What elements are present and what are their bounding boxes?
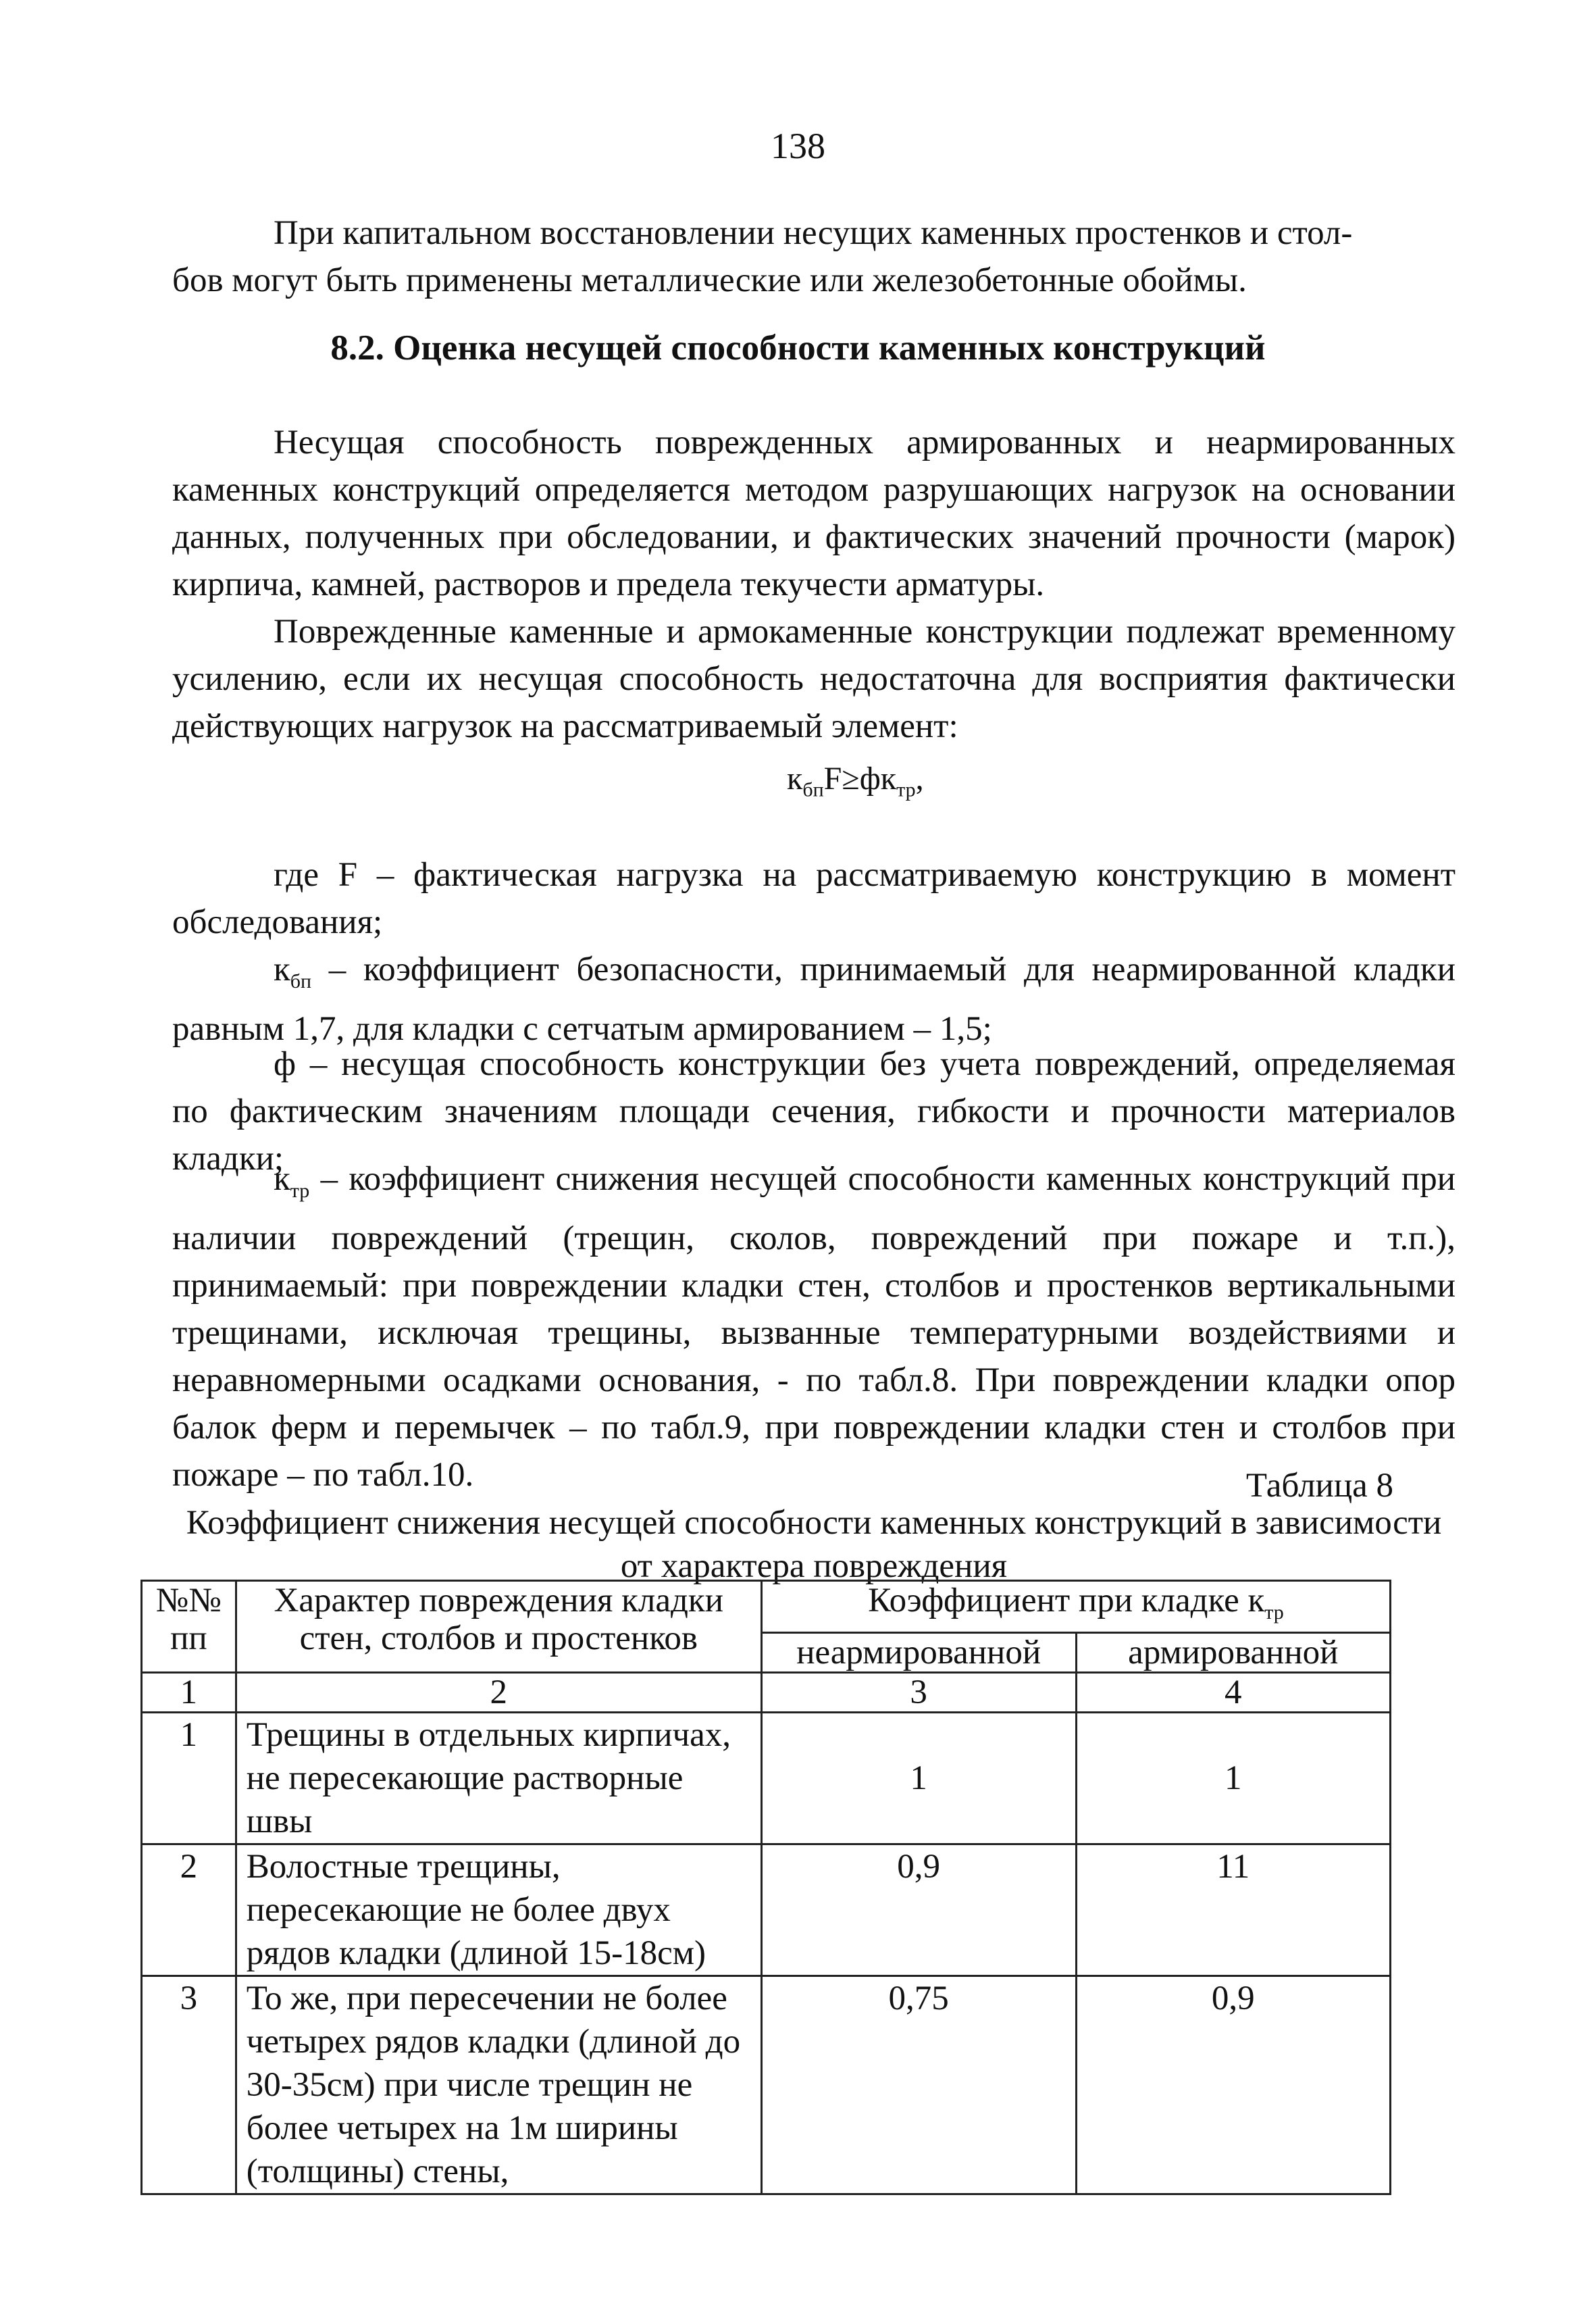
row-reinforced-value: 1: [1076, 1713, 1390, 1844]
paragraph-1-text: Несущая способность поврежденных армированных и неармированных каменных конструкций определяется методом разрушающих нагрузок на основании данных, полученных при обследовании, и фактических значений прочности (марок) кирпича, камней, растворов и предела текучести арматуры.: [172, 424, 1456, 603]
row-description: То же, при пересечении не более четырех рядов кладки (длиной до 30-35см) при числе трещин не более четырех на 1м ширины (толщины) стены,: [236, 1976, 761, 2194]
ktr-symbol: к: [274, 1160, 290, 1198]
intro-paragraph: [172, 209, 1456, 304]
header-coef-text: Коэффициент при кладке к: [868, 1582, 1265, 1619]
page-number: 138: [771, 126, 825, 166]
section-heading: 8.2. Оценка несущей способности каменных конструкций: [330, 328, 1266, 368]
formula: [787, 760, 924, 802]
definition-ktr: [172, 1155, 1456, 1499]
table-row: [142, 1713, 1391, 1844]
header-char-line-1: Характер повреждения кладки: [274, 1582, 723, 1619]
header-damage-character: [236, 1581, 761, 1673]
row-number: 1: [142, 1713, 236, 1844]
header-reinforced: армированной: [1076, 1633, 1390, 1673]
row-nonreinforced-value: 1: [761, 1713, 1076, 1844]
col-number-cell: 4: [1076, 1673, 1390, 1713]
ktr-subscript: тр: [290, 1180, 310, 1203]
definition-f: [172, 851, 1456, 946]
table-label: Таблица 8: [1245, 1467, 1393, 1505]
header-char-line-2: стен, столбов и простенков: [299, 1619, 698, 1657]
kbp-subscript: бп: [290, 970, 312, 993]
col-number-cell: 1: [142, 1673, 236, 1713]
formula-k: к: [787, 761, 803, 797]
paragraph-bearing-capacity: [172, 419, 1456, 608]
formula-end: ,: [915, 761, 924, 797]
intro-line-1: При капитальном восстановлении несущих каменных простенков и стол-: [274, 214, 1353, 252]
formula-sub-tr: тр: [896, 778, 916, 801]
definition-ktr-text: – коэффициент снижения несущей способности каменных конструкций при наличии повреждений (трещин, сколов, повреждений при пожаре и т.п.), принимаемый: при повреждении кладки стен, столбов и простенков вертикальными трещинами, исключая трещины, вызванные температурными воздействиями и неравномерными осадками основания, - по табл.8. При повреждении кладки опор балок ферм и перемычек – по табл.9, при повреждении кладки стен и столбов при пожаре – по табл.10.: [172, 1160, 1456, 1494]
header-coefficient: [761, 1581, 1390, 1633]
definition-kbp: [172, 946, 1456, 1053]
col-number-cell: 3: [761, 1673, 1076, 1713]
formula-main: F≥фк: [823, 761, 897, 797]
header-num-line-1: №№: [155, 1582, 222, 1619]
header-num: [142, 1581, 236, 1673]
row-description: Трещины в отдельных кирпичах, не пересекающие растворные швы: [236, 1713, 761, 1844]
intro-line-2: бов могут быть применены металлические или железобетонные обоймы.: [172, 261, 1247, 299]
table-row: [142, 1976, 1391, 2194]
header-num-line-2: пп: [170, 1619, 207, 1657]
definition-phi-text: ф – несущая способность конструкции без учета повреждений, определяемая по фактическим значениям площади сечения, гибкости и прочности материалов кладки;: [172, 1045, 1456, 1178]
table-row: [142, 1844, 1391, 1976]
row-nonreinforced-value: 0,75: [761, 1976, 1076, 2194]
kbp-symbol: к: [274, 951, 290, 988]
header-nonreinforced: неармированной: [761, 1633, 1076, 1673]
col-number-cell: 2: [236, 1673, 761, 1713]
table-caption: Коэффициент снижения несущей способности каменных конструкций в зависимости от характера повреждения: [186, 1504, 1442, 1585]
definition-f-text: где F – фактическая нагрузка на рассматриваемую конструкцию в момент обследования;: [172, 856, 1456, 941]
table-column-numbers-row: [142, 1673, 1391, 1713]
damage-coefficient-table: [140, 1580, 1391, 2195]
header-coef-subscript: тр: [1264, 1601, 1284, 1624]
definition-kbp-text: – коэффициент безопасности, принимаемый для неармированной кладки равным 1,7, для кладки с сетчатым армированием – 1,5;: [172, 951, 1456, 1049]
formula-sub-bp: бп: [802, 778, 824, 801]
row-description: Волостные трещины, пересекающие не более двух рядов кладки (длиной 15-18см): [236, 1844, 761, 1976]
row-number: 2: [142, 1844, 236, 1976]
paragraph-2-text: Поврежденные каменные и армокаменные конструкции подлежат временному усилению, если их несущая способность недостаточна для восприятия фактически действующих нагрузок на рассматриваемый элемент:: [172, 613, 1456, 745]
row-reinforced-value: 0,9: [1076, 1976, 1390, 2194]
row-nonreinforced-value: 0,9: [761, 1844, 1076, 1976]
paragraph-reinforcement: [172, 608, 1456, 750]
table-header-row-1: [142, 1581, 1391, 1633]
row-reinforced-value: 11: [1076, 1844, 1390, 1976]
row-number: 3: [142, 1976, 236, 2194]
